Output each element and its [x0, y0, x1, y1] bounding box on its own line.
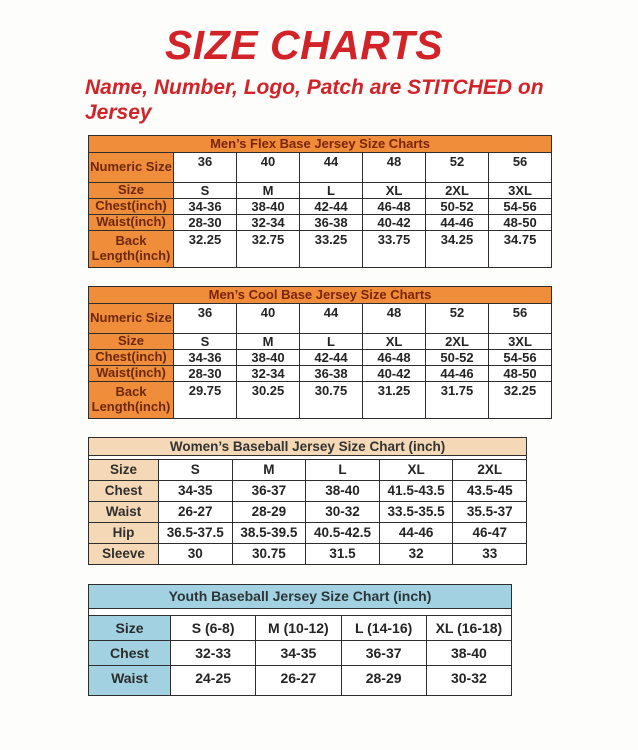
- size-value: 3XL: [489, 333, 552, 349]
- size-value: 36-38: [300, 365, 363, 381]
- size-value: 56: [489, 152, 552, 182]
- womens-baseball-table: [88, 437, 527, 565]
- size-value: 31.75: [426, 381, 489, 418]
- size-value: 40: [237, 303, 300, 333]
- size-value: 33: [453, 543, 527, 564]
- size-value: 26-27: [256, 665, 341, 695]
- size-value: S: [159, 459, 233, 480]
- size-value: 50-52: [426, 349, 489, 365]
- row-label: Size: [89, 459, 159, 480]
- table-row: [89, 182, 552, 198]
- table-title-row: [89, 286, 552, 303]
- row-label: Size: [89, 333, 174, 349]
- size-value: 44: [300, 303, 363, 333]
- mens-flex-base-table: [88, 135, 552, 268]
- table-row: [89, 480, 527, 501]
- row-label: Size: [89, 182, 174, 198]
- spacer-row: [89, 608, 512, 615]
- size-value: 36: [174, 152, 237, 182]
- size-value: 28-29: [232, 501, 306, 522]
- row-label: Back Length(inch): [89, 230, 174, 267]
- table-row: [89, 615, 512, 640]
- table-row: [89, 459, 527, 480]
- size-value: 32-34: [237, 365, 300, 381]
- size-value: 28-30: [174, 214, 237, 230]
- size-value: XL (16-18): [426, 615, 511, 640]
- table-row: [89, 230, 552, 267]
- size-value: XL: [379, 459, 453, 480]
- size-value: 34.25: [426, 230, 489, 267]
- size-value: 40.5-42.5: [306, 522, 380, 543]
- size-value: 42-44: [300, 198, 363, 214]
- size-value: 34-36: [174, 349, 237, 365]
- size-value: 40-42: [363, 365, 426, 381]
- size-value: 32.25: [489, 381, 552, 418]
- size-value: 2XL: [426, 333, 489, 349]
- size-value: 34.75: [489, 230, 552, 267]
- size-value: 35.5-37: [453, 501, 527, 522]
- size-value: 32-33: [171, 640, 256, 665]
- size-value: 43.5-45: [453, 480, 527, 501]
- size-value: 28-29: [341, 665, 426, 695]
- size-value: 33.75: [363, 230, 426, 267]
- size-value: M: [237, 333, 300, 349]
- size-value: 3XL: [489, 182, 552, 198]
- table-row: [89, 365, 552, 381]
- table-title: Men’s Cool Base Jersey Size Charts: [89, 286, 552, 303]
- size-value: 34-36: [174, 198, 237, 214]
- table-row: [89, 349, 552, 365]
- size-value: 32.25: [174, 230, 237, 267]
- size-value: 44: [300, 152, 363, 182]
- size-value: 2XL: [426, 182, 489, 198]
- size-value: 36.5-37.5: [159, 522, 233, 543]
- size-value: 48: [363, 152, 426, 182]
- row-label: Sleeve: [89, 543, 159, 564]
- row-label: Chest: [89, 480, 159, 501]
- size-value: 48-50: [489, 214, 552, 230]
- size-value: M: [237, 182, 300, 198]
- size-value: 44-46: [426, 214, 489, 230]
- size-value: 38-40: [237, 198, 300, 214]
- table-row: [89, 303, 552, 333]
- size-value: 32-34: [237, 214, 300, 230]
- size-value: S (6-8): [171, 615, 256, 640]
- size-value: 30-32: [306, 501, 380, 522]
- table-row: [89, 333, 552, 349]
- row-label: Hip: [89, 522, 159, 543]
- row-label: Back Length(inch): [89, 381, 174, 418]
- table-row: [89, 665, 512, 695]
- size-value: 32: [379, 543, 453, 564]
- size-value: 34-35: [159, 480, 233, 501]
- size-value: 44-46: [379, 522, 453, 543]
- size-value: 2XL: [453, 459, 527, 480]
- size-value: 40: [237, 152, 300, 182]
- size-value: 31.5: [306, 543, 380, 564]
- size-value: 30: [159, 543, 233, 564]
- table-title: Women’s Baseball Jersey Size Chart (inch): [89, 437, 527, 455]
- size-value: 46-48: [363, 198, 426, 214]
- size-value: 30.75: [300, 381, 363, 418]
- size-value: 32.75: [237, 230, 300, 267]
- size-value: 44-46: [426, 365, 489, 381]
- row-label: Numeric Size: [89, 152, 174, 182]
- size-value: 54-56: [489, 349, 552, 365]
- table-title-row: [89, 135, 552, 152]
- size-value: 36-37: [341, 640, 426, 665]
- size-value: 38-40: [426, 640, 511, 665]
- table-title-row: [89, 584, 512, 608]
- table-row: [89, 214, 552, 230]
- row-label: Waist(inch): [89, 365, 174, 381]
- size-value: 42-44: [300, 349, 363, 365]
- table-row: [89, 501, 527, 522]
- stitched-note: Name, Number, Logo, Patch are STITCHED on Jersey: [85, 76, 544, 124]
- table-row: [89, 543, 527, 564]
- size-value: 36: [174, 303, 237, 333]
- table-row: [89, 381, 552, 418]
- size-value: 36-38: [300, 214, 363, 230]
- size-value: 33.5-35.5: [379, 501, 453, 522]
- table-row: [89, 522, 527, 543]
- size-value: S: [174, 333, 237, 349]
- size-value: 26-27: [159, 501, 233, 522]
- size-value: 24-25: [171, 665, 256, 695]
- size-value: 41.5-43.5: [379, 480, 453, 501]
- size-value: 30.25: [237, 381, 300, 418]
- size-value: XL: [363, 333, 426, 349]
- size-value: L: [306, 459, 380, 480]
- size-value: 50-52: [426, 198, 489, 214]
- size-value: 48-50: [489, 365, 552, 381]
- size-value: 31.25: [363, 381, 426, 418]
- size-value: 46-48: [363, 349, 426, 365]
- size-value: S: [174, 182, 237, 198]
- size-value: M: [232, 459, 306, 480]
- size-value: L (14-16): [341, 615, 426, 640]
- size-value: 56: [489, 303, 552, 333]
- row-label: Waist(inch): [89, 214, 174, 230]
- row-label: Chest(inch): [89, 198, 174, 214]
- size-value: 30.75: [232, 543, 306, 564]
- size-value: 38.5-39.5: [232, 522, 306, 543]
- size-value: L: [300, 333, 363, 349]
- size-value: 46-47: [453, 522, 527, 543]
- row-label: Waist: [89, 665, 171, 695]
- row-label: Waist: [89, 501, 159, 522]
- table-row: [89, 152, 552, 182]
- page-title: SIZE CHARTS: [164, 22, 444, 68]
- size-value: 38-40: [306, 480, 380, 501]
- size-value: 30-32: [426, 665, 511, 695]
- size-value: 33.25: [300, 230, 363, 267]
- table-title-row: [89, 437, 527, 455]
- row-label: Size: [89, 615, 171, 640]
- table-title: Men’s Flex Base Jersey Size Charts: [89, 135, 552, 152]
- size-value: 38-40: [237, 349, 300, 365]
- size-value: 34-35: [256, 640, 341, 665]
- row-label: Numeric Size: [89, 303, 174, 333]
- table-title: Youth Baseball Jersey Size Chart (inch): [89, 584, 512, 608]
- size-value: 48: [363, 303, 426, 333]
- size-value: 40-42: [363, 214, 426, 230]
- youth-baseball-table: [88, 584, 512, 696]
- row-label: Chest: [89, 640, 171, 665]
- row-label: Chest(inch): [89, 349, 174, 365]
- size-value: 52: [426, 303, 489, 333]
- size-value: 28-30: [174, 365, 237, 381]
- size-value: 54-56: [489, 198, 552, 214]
- table-row: [89, 198, 552, 214]
- size-value: M (10-12): [256, 615, 341, 640]
- mens-cool-base-table: [88, 286, 552, 419]
- size-value: XL: [363, 182, 426, 198]
- table-row: [89, 640, 512, 665]
- size-value: 52: [426, 152, 489, 182]
- size-value: L: [300, 182, 363, 198]
- size-value: 29.75: [174, 381, 237, 418]
- size-value: 36-37: [232, 480, 306, 501]
